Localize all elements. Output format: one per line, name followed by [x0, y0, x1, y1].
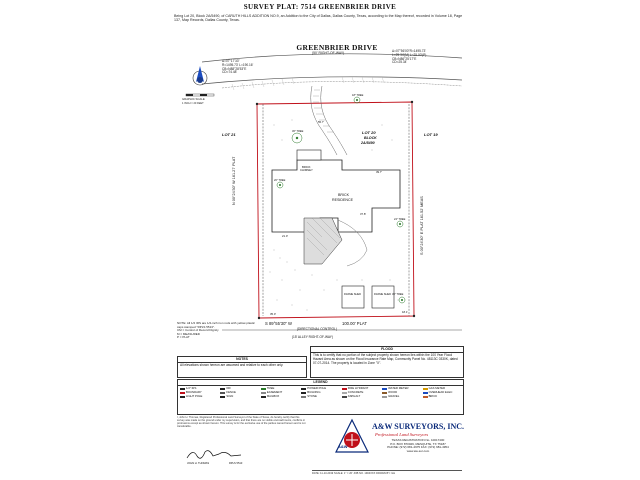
signature-icon: [185, 446, 245, 462]
west-bearing: N 00°24'30" W 161.27' PLAT: [232, 156, 236, 205]
legend-swatch-icon: [261, 396, 266, 398]
legend-item: [261, 387, 299, 390]
legend-item: [261, 391, 299, 394]
south-distance: 100.00' PLAT: [342, 321, 367, 326]
legend-item-label: WOOD: [388, 391, 398, 395]
legend-item-label: BUILDING: [307, 391, 321, 395]
driveway: [311, 86, 347, 155]
shed-left-label: FRAME SHED: [344, 293, 362, 296]
legend-item: [180, 391, 218, 394]
legend-swatch-icon: [180, 392, 185, 394]
company-address: TEXAS REGISTRATION No. 10017400 P.O. BOX 870029, MESQUITE, TX 75187 PHONE: (972) 681-4975 FAX: (972) 681-4954 www.aw-sur.com: [387, 438, 449, 453]
legend-item-label: FIRE HYDRANT: [347, 387, 369, 390]
notes-box: [177, 356, 307, 378]
legend-item-label: WATER METER: [388, 387, 409, 390]
legend-item-label: CONCRETE: [347, 391, 364, 395]
dim-label-1: 55.7': [318, 120, 324, 124]
legend-swatch-icon: [342, 392, 347, 394]
certification-text: I, John H. Thomas, Registered Professional Land Surveyor of the State of Texas, do hereby certify that this survey was made on the ground under my supervision, and that there are no visible encroachments, conflicts or protrusions except as shown hereon. This survey is for the exclusive use of the parties named hereon and is not transferable.: [177, 416, 306, 428]
legend-item: [382, 387, 420, 390]
dim-label-4: 35.0': [270, 312, 276, 316]
legend-item: [261, 395, 299, 398]
legend-swatch-icon: [261, 388, 266, 390]
residence-footprint: [272, 150, 400, 232]
legend-swatch-icon: [180, 388, 185, 390]
tree-label-1: 36" TREE: [292, 130, 304, 133]
legend-item: [382, 391, 420, 394]
legend-swatch-icon: [342, 396, 347, 398]
shed-right-label: FRAME SHED: [374, 293, 392, 296]
legend-item: [301, 387, 339, 390]
lot-subject-label-3: 2A/5490: [361, 141, 375, 145]
legend-item: [382, 395, 420, 398]
legend-item-label: FENCE: [226, 391, 236, 395]
graphic-scale-icon: [186, 94, 214, 96]
legend-item-label: OVERHEAD ELEC: [428, 391, 453, 395]
legend-item-label: 1/2" IRS: [186, 387, 197, 390]
legend-swatch-icon: [382, 388, 387, 390]
alley-row: (15' ALLEY RIGHT-OF-WAY): [292, 335, 333, 339]
legend-swatch-icon: [220, 392, 225, 394]
legend-item: [301, 395, 339, 398]
legend-item-label: GRAVEL: [388, 395, 400, 399]
lot-right-label: LOT 19: [424, 132, 438, 137]
street-name: GREENBRIER DRIVE: [296, 43, 378, 52]
residence-label-2: RESIDENCE: [332, 198, 353, 202]
legend-item: [301, 391, 339, 394]
residence-label-1: BRICK: [338, 193, 349, 197]
legend-item-label: TREE: [266, 387, 275, 390]
logo-letters: A&W: [338, 444, 348, 449]
legend-item-label: BOUNDARY: [186, 391, 202, 395]
legend-swatch-icon: [301, 388, 306, 390]
lot-subject-label-1: LOT 20: [362, 130, 376, 135]
plat-title: SURVEY PLAT: 7514 GREENBRIER DRIVE: [243, 3, 397, 11]
legend-item: [423, 387, 461, 390]
legend-item-label: MAILBOX: [266, 395, 280, 399]
legend-swatch-icon: [220, 396, 225, 398]
dim-label-3: 21.0': [282, 234, 288, 238]
legend-item-label: SIGN: [226, 395, 234, 399]
notes-text: All elevations shown hereon are assumed and relative to each other only.: [180, 363, 284, 367]
company-block: [312, 416, 465, 470]
legend-item-label: LIGHT POLE: [186, 395, 203, 399]
legend-box: [177, 379, 464, 415]
legend-swatch-icon: [382, 392, 387, 394]
dim-label-6: 39.7': [376, 170, 382, 174]
rod-note: NOTE: All 1/2 IRS are 1/2-inch iron rods with yellow plastic caps stamped "RPLS 5513". CM = Control of Record Dignity M = MEASURED P = PLAT: [177, 321, 255, 340]
legend-swatch-icon: [180, 396, 185, 398]
tree-label-2: 18" TREE: [352, 94, 364, 97]
legend-item: [220, 387, 258, 390]
scale-label: GRAPHIC SCALE: [182, 97, 205, 101]
curve-data-left: Δ=07°17'33" R=1495.73' L=190.16' CB=N88°28'53"E CD=74.48': [222, 59, 254, 75]
legend-item-label: ASPHALT: [347, 395, 361, 399]
company-logo-icon: [334, 418, 370, 456]
footer-info: DATE: 11-13-2019 SCALE: 1" = 20' JOB NO. 1904XXX DRAWN BY: GH: [312, 470, 462, 477]
dim-label-2: 37.8': [360, 212, 366, 216]
legend-item-label: STONE: [307, 395, 317, 399]
legend-swatch-icon: [220, 388, 225, 390]
legend-item-label: BRICK: [428, 395, 438, 399]
south-bearing: S 89°55'30" W: [265, 321, 293, 326]
legend-heading: LEGEND: [178, 380, 463, 386]
legend-item: [423, 391, 461, 394]
shed-left: [342, 286, 364, 308]
legal-description: Being Lot 20, Block 2A/5490, of CARUTH HILLS ADDITION NO.9, an Addition to the City of Dallas, Dallas County, Texas, according to the Map thereof, recorded in Volume 18, Page 137, Map Records, Dallas County, Texas.: [174, 14, 463, 23]
legend-grid: [180, 387, 461, 399]
curve-data-right: Δ=07°56'00"R=1495.73' L=25.34'(M) L=25.00'(P) CB=N86°25'17"E CD=25.34': [392, 49, 427, 65]
legend-item-label: GAS METER: [428, 387, 446, 390]
legend-item: [423, 395, 461, 398]
dim-label-5: 18.1': [402, 310, 408, 314]
lot-subject-label-2: BLOCK: [364, 136, 377, 140]
east-bearing: S 00°24'30" E PLAT 161.52' MEAS: [420, 196, 424, 255]
legend-swatch-icon: [342, 388, 347, 390]
directional-control: (DIRECTIONAL CONTROL): [297, 327, 337, 331]
legend-item-label: POWER POLE: [307, 387, 327, 390]
legend-swatch-icon: [423, 388, 428, 390]
tree-label-5: 30" TREE: [392, 293, 404, 296]
legend-item-label: EASEMENT: [266, 391, 283, 395]
legend-swatch-icon: [423, 392, 428, 394]
legend-item: [220, 391, 258, 394]
sidewalk-hatch: [232, 77, 384, 90]
company-name: A&W SURVEYORS, INC.: [372, 422, 465, 431]
street-row: (50' RIGHT-OF-WAY): [312, 51, 345, 55]
north-arrow-icon: [193, 66, 207, 85]
tree-label-3: 20" TREE: [274, 179, 286, 182]
chimney-label-2: CHIMNEY: [300, 168, 313, 172]
company-tagline: Professional Land Surveyors: [375, 432, 429, 437]
tree-label-4: 24" TREE: [394, 218, 406, 221]
legend-item: [342, 391, 380, 394]
legend-swatch-icon: [301, 396, 306, 398]
legend-item: [342, 387, 380, 390]
legend-item: [342, 395, 380, 398]
notes-heading: NOTES: [178, 357, 306, 363]
chimney-label-1: BRICK: [302, 165, 311, 169]
legend-swatch-icon: [301, 392, 306, 394]
legend-item: [180, 395, 218, 398]
flood-heading: FLOOD: [311, 347, 463, 353]
legend-item: [180, 387, 218, 390]
signature-name: JOHN H. THOMAS: [187, 462, 210, 465]
survey-sheet: [162, 0, 478, 480]
flood-box: [310, 346, 464, 378]
legend-swatch-icon: [423, 396, 428, 398]
certification-block: [177, 416, 307, 470]
legend-item: [220, 395, 258, 398]
lot-left-label: LOT 21: [222, 132, 236, 137]
scale-unit: 1 INCH = 20 FEET: [182, 102, 204, 105]
legend-swatch-icon: [261, 392, 266, 394]
legend-swatch-icon: [382, 396, 387, 398]
flood-text: This is to certify that no portion of the subject property shown hereon lies within the 100 Year Flood Hazard Area as shown on the Flood Insurance Rate Map, Community Panel No. 48113C 0330K, dated 07-07-2014. The property is located in Zone "X".: [313, 353, 458, 365]
shed-right: [372, 286, 394, 308]
signature-rpls: RPLS 5513: [229, 462, 243, 465]
legend-item-label: IRF: [226, 387, 231, 390]
